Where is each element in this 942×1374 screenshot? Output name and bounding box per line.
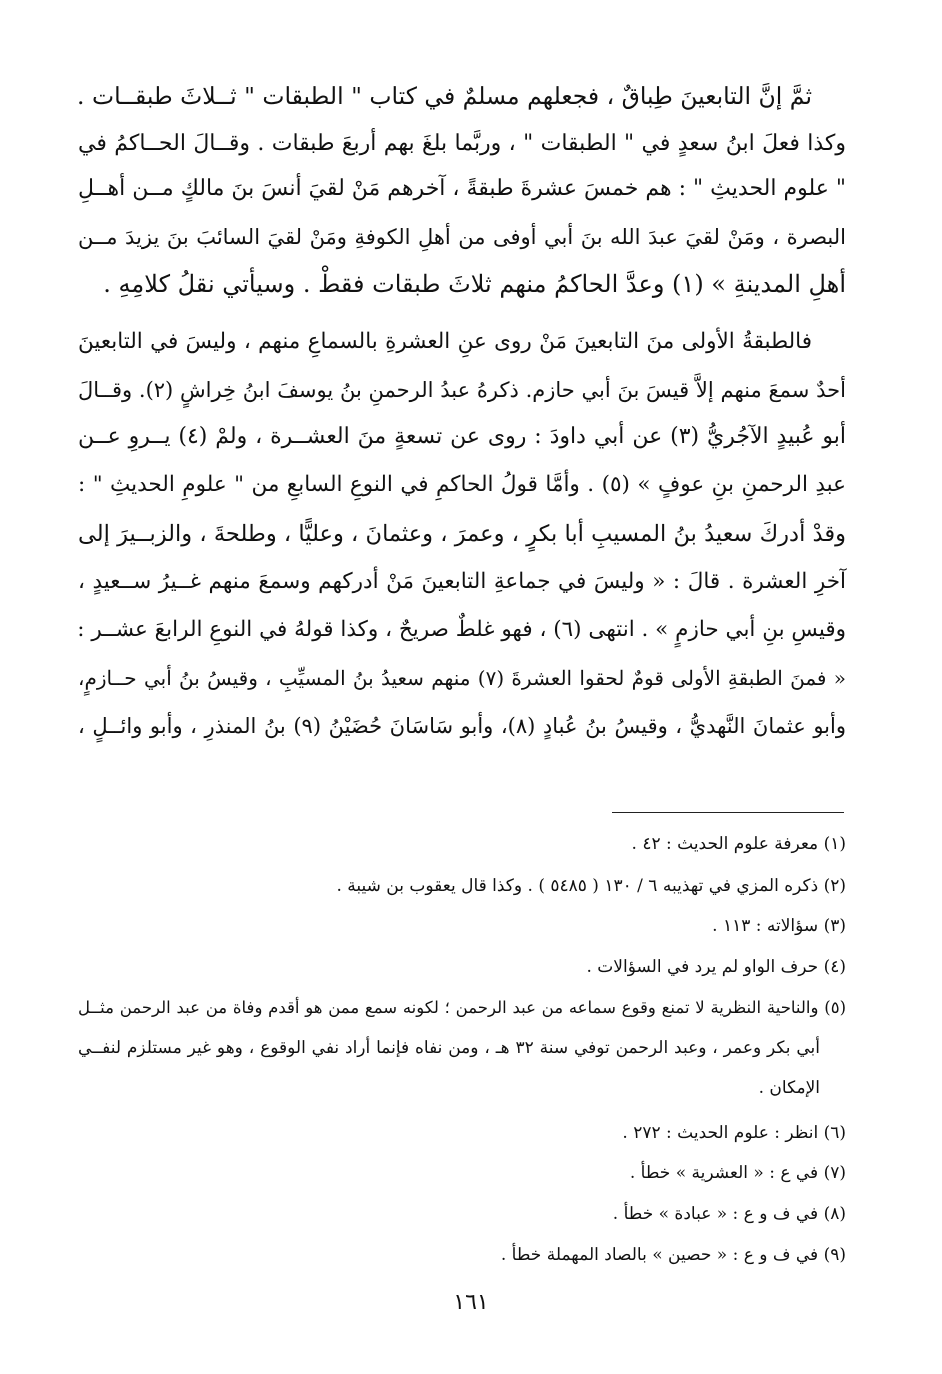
footnote-7: (٧) في ع : « العشرية » خطأ . xyxy=(629,1163,846,1183)
body-line-13: « فمنَ الطبقةِ الأولى قومٌ لحقوا العشرةَ (٧) منهم سعيدُ بنُ المسيِّبِ ، وقيسُ بنُ أبي حــازمٍ، xyxy=(78,666,846,690)
body-line-9: عبدِ الرحمنِ بنِ عوفٍ » (٥) . وأمَّا قولُ الحاكمِ في النوعِ السابعِ من " علومِ الحديثِ " : xyxy=(78,472,847,497)
footnote-5-continued: أبي بكر وعمر ، وعبد الرحمن توفي سنة ٣٢ هـ ، ومن نفاه فإنما أراد نفي الوقوع ، وهو غير مستلزم لنفــي xyxy=(78,1038,821,1058)
body-line-11: آخرِ العشرة . قالَ : « وليسَ في جماعةِ التابعينَ مَنْ أدركهم وسمعَ منهم غــيرُ ســعيدٍ ، xyxy=(78,569,846,594)
body-line-7: أحدٌ سمعَ منهم إلاَّ قيسَ بنَ أبي حازم. ذكرهُ عبدُ الرحمنِ بنُ يوسفَ ابنُ خِراشٍ (٢). وقــالَ xyxy=(78,378,846,402)
body-line-14: وأبو عثمانَ النَّهديُّ ، وقيسُ بنُ عُبادٍ (٨)، وأبو سَاسَانَ حُضَيْنُ (٩) بنُ المنذرِ ، وأبو وائــلٍ ، xyxy=(78,714,846,738)
page-number: ١٦١ xyxy=(453,1290,489,1315)
footnote-6: (٦) انظر : علوم الحديث : ٢٧٢ . xyxy=(622,1123,846,1143)
body-line-3: " علوم الحديثِ " : هم خمسَ عشرةَ طبقةً ، آخرهم مَنْ لقيَ أنسَ بنَ مالكٍ مــن أهــلِ xyxy=(78,176,846,201)
footnote-2: (٢) ذكره المزي في تهذيبه ٦ / ١٣٠ ( ٥٤٨٥ ) . وكذا قال يعقوب بن شيبة . xyxy=(336,876,846,896)
body-line-10: وقدْ أدركَ سعيدُ بنُ المسيبِ أبا بكرٍ ، وعمرَ ، وعثمانَ ، وعليًّا ، وطلحةَ ، والزبــيرَ إلى xyxy=(78,521,846,547)
footnote-5: (٥) والناحية النظرية لا تمنع وقوع سماعه من عبد الرحمن ؛ لكونه سمع ممن هو أقدم وفاة من عبد الرحمن مثــل xyxy=(78,998,846,1017)
body-line-1: ثمَّ إنَّ التابعينَ طِباقٌ ، فجعلهم مسلمٌ في كتاب " الطبقات " ثــلاثَ طبقــات . xyxy=(77,82,812,110)
body-line-8: أبو عُبيدٍ الآجُريُّ (٣) عن أبي داودَ : روى عن تسعةٍ منَ العشــرة ، ولمْ (٤) يــروِ عــن xyxy=(78,424,846,449)
body-line-5: أهلِ المدينةِ » (١) وعدَّ الحاكمُ منهم ثلاثَ طبقات فقطْ . وسيأتي نقلُ كلامِهِ . xyxy=(103,270,846,298)
footnote-1: (١) معرفة علوم الحديث : ٤٢ . xyxy=(631,834,846,854)
footnote-5-continued-2: الإمكان . xyxy=(758,1078,820,1098)
footnote-9: (٩) في ف و ع : « حصين » بالصاد المهملة خطأ . xyxy=(500,1245,846,1265)
footnote-separator xyxy=(612,812,844,813)
body-line-2: وكذا فعلَ ابنُ سعدٍ في " الطبقات " ، وربَّما بلغَ بهم أربعَ طبقات . وقــالَ الحــاكمُ في xyxy=(78,131,846,156)
body-line-6: فالطبقةُ الأولى منَ التابعينَ مَنْ روى عنِ العشرةِ بالسماعِ منهم ، وليسَ في التابعينَ xyxy=(78,329,812,354)
footnote-4: (٤) حرف الواو لم يرد في السؤالات . xyxy=(586,957,846,977)
body-line-4: البصرة ، ومَنْ لقيَ عبدَ الله بنَ أبي أوفى من أهلِ الكوفةِ ومَنْ لقيَ السائبَ بنَ يزيدَ مــن xyxy=(78,225,846,249)
body-line-12: وقيسِ بنِ أبي حازمٍ » . انتهى (٦) ، فهو غلطٌ صريحٌ ، وكذا قولهُ في النوعِ الرابعَ عشــر : xyxy=(77,617,846,642)
footnote-3: (٣) سؤالاته : ١١٣ . xyxy=(712,916,846,936)
footnote-8: (٨) في ف و ع : « عبادة » خطأ . xyxy=(612,1204,846,1224)
